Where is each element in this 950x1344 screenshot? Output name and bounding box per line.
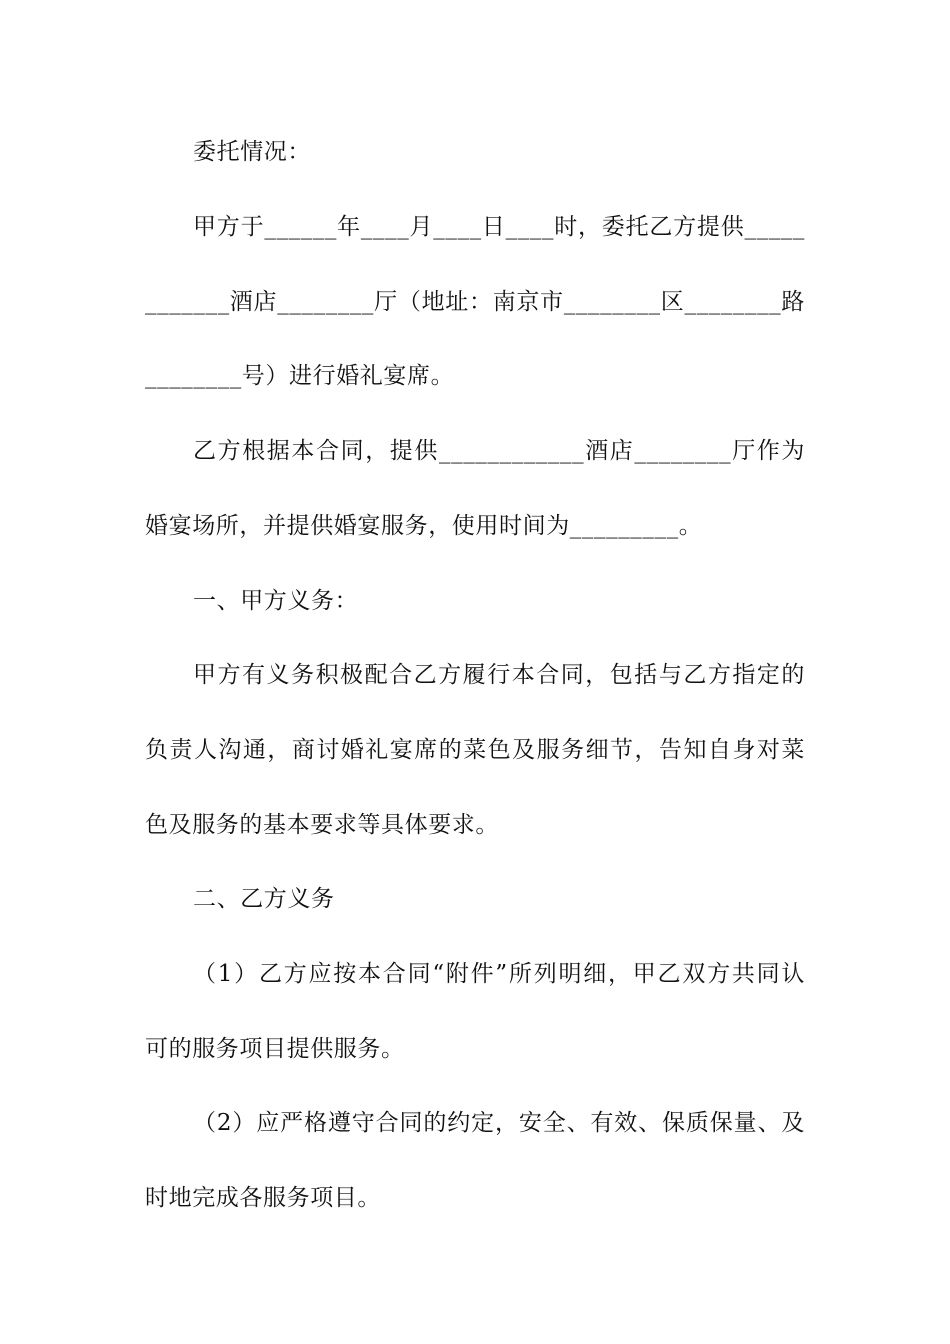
paragraph-line: 乙方根据本合同，提供____________酒店________厅作为 [193,438,805,464]
paragraph-line: （2）应严格遵守合同的约定，安全、有效、保质保量、及 [193,1110,805,1136]
paragraph-line: 甲方于______年____月____日____时，委托乙方提供_____ [193,214,805,240]
paragraph-line: 可的服务项目提供服务。 [145,1036,405,1062]
paragraph-line: 色及服务的基本要求等具体要求。 [145,812,499,838]
paragraph-line: 甲方有义务积极配合乙方履行本合同，包括与乙方指定的 [193,662,805,688]
section-heading-party-b-duties: 二、乙方义务 [193,886,335,912]
paragraph-line: 婚宴场所，并提供婚宴服务，使用时间为_________。 [145,513,703,539]
paragraph-line: _______酒店________厅（地址：南京市________区________路 [145,289,805,315]
paragraph-line: ________号）进行婚礼宴席。 [145,363,455,389]
paragraph-line: 负责人沟通，商讨婚礼宴席的菜色及服务细节，告知自身对菜 [145,737,805,763]
paragraph-line: 时地完成各服务项目。 [145,1185,381,1211]
section-heading-party-a-duties: 一、甲方义务： [193,588,359,614]
section-heading-entrustment: 委托情况： [193,139,311,165]
paragraph-line: （1）乙方应按本合同“附件”所列明细，甲乙双方共同认 [193,961,805,987]
